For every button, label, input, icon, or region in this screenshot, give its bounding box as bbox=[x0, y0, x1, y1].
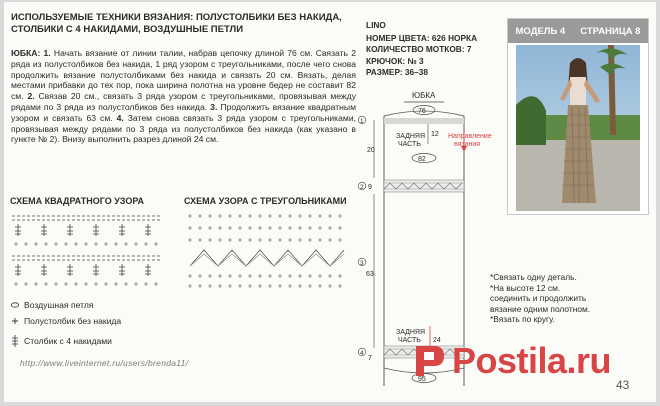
yarn-specs bbox=[366, 20, 506, 78]
hem-measure: 95 bbox=[418, 376, 426, 383]
schematic-skirt-label: ЮБКА bbox=[412, 91, 436, 100]
triangle-pattern-chart bbox=[184, 210, 360, 292]
square-pattern-title: СХЕМА КВАДРАТНОГО УЗОРА bbox=[10, 196, 145, 206]
four-yo-stitch-icon bbox=[10, 334, 20, 348]
chain-stitch-icon bbox=[10, 301, 20, 309]
waist-band bbox=[384, 118, 464, 124]
source-url[interactable]: http://www.liveinternet.ru/users/brenda11/ bbox=[20, 358, 189, 368]
skirt-label: ЮБКА: bbox=[11, 48, 44, 58]
model-photo-frame bbox=[507, 18, 649, 215]
heading-line-2: СТОЛБИКИ С 4 НАКИДАМИ, ВОЗДУШНЫЕ ПЕТЛИ bbox=[11, 24, 244, 35]
svg-text:3: 3 bbox=[360, 260, 364, 267]
step-4-number: 4. bbox=[116, 112, 124, 123]
step-2-number: 2. bbox=[27, 91, 35, 102]
legend-treble-4 bbox=[10, 334, 112, 348]
legend-tr4-label: Столбик с 4 накидами bbox=[24, 336, 112, 346]
step-3-number: 3. bbox=[210, 101, 218, 112]
svg-text:1: 1 bbox=[360, 118, 364, 125]
direction-label-2: вязания bbox=[454, 141, 481, 148]
legend-chain bbox=[10, 300, 94, 310]
legend-sc-label: Полустолбик без накида bbox=[24, 316, 122, 326]
model-photo bbox=[516, 45, 640, 211]
upper-back-label-2: ЧАСТЬ bbox=[398, 141, 421, 148]
skein-count: КОЛИЧЕСТВО МОТКОВ: 7 bbox=[366, 44, 472, 55]
triangle-band-upper bbox=[384, 180, 464, 192]
hip-measure: 82 bbox=[418, 156, 426, 163]
step-1-number: 1. bbox=[43, 48, 51, 58]
direction-label: Направление bbox=[448, 133, 492, 140]
garment-size: РАЗМЕР: 36–38 bbox=[366, 66, 429, 77]
triangle-pattern-title: СХЕМА УЗОРА С ТРЕУГОЛЬНИКАМИ bbox=[184, 196, 347, 206]
note-2: *На высоте 12 см. bbox=[490, 282, 561, 293]
square-pattern-chart bbox=[10, 210, 166, 290]
legend-chain-label: Воздушная петля bbox=[24, 300, 94, 310]
dim-63: 63 bbox=[366, 271, 374, 278]
heading-line-1: ИСПОЛЬЗУЕМЫЕ ТЕХНИКИ ВЯЗАНИЯ: ПОЛУСТОЛБИКИ БЕЗ НАКИДА, bbox=[11, 12, 342, 23]
dim-7: 7 bbox=[368, 355, 372, 362]
model-label: МОДЕЛЬ 4 bbox=[515, 25, 566, 37]
note-4: вязание одним полотном. bbox=[490, 303, 591, 314]
assembly-notes bbox=[490, 272, 650, 325]
waist-measure: 76 bbox=[418, 108, 426, 115]
yarn-name: LINO bbox=[366, 20, 386, 30]
svg-text:4: 4 bbox=[360, 350, 364, 357]
magazine-page bbox=[4, 2, 656, 402]
note-5: *Вязать по кругу. bbox=[490, 314, 555, 325]
page-reference: СТРАНИЦА 8 bbox=[580, 25, 641, 37]
note-3: соединить и продолжить bbox=[490, 293, 587, 304]
dim-20: 20 bbox=[367, 147, 375, 154]
svg-text:2: 2 bbox=[360, 184, 364, 191]
page-number: 43 bbox=[616, 378, 630, 392]
step-3-text: Продолжить вязание квадратным узором и связать 63 см. bbox=[11, 101, 356, 123]
step-1-text: Начать вязание от линии талии, набрав цепочку длиной 76 см. Связать 2 ряда из полустолбиков без накида, 1 ряд узором с треугольниками, после чего снова продолжить вязание полустолбиками без накида и связать 20 см. Вязать, делая местами прибавки до тех пор, пока ширина полотна на уровне бедер не составит 82 см. bbox=[11, 48, 356, 102]
upper-slit-measure: 12 bbox=[431, 131, 439, 138]
upper-back-label: ЗАДНЯЯ bbox=[396, 133, 426, 140]
lower-back-label-2: ЧАСТЬ bbox=[398, 337, 421, 344]
instructions-text bbox=[11, 48, 356, 145]
note-1: *Связать одну деталь. bbox=[490, 272, 577, 282]
hook-size: КРЮЧОК: № 3 bbox=[366, 55, 424, 66]
photo-header bbox=[508, 19, 648, 43]
lower-back-label: ЗАДНЯЯ bbox=[396, 329, 426, 336]
step-2-text: Связав 20 см., связать 3 ряда узором с треугольниками, провязывая между рядами по 3 ряда из полустолбиков без накида. bbox=[11, 91, 356, 112]
watermark-logo-icon bbox=[408, 342, 448, 380]
page-heading bbox=[11, 12, 356, 36]
slit-measure: 24 bbox=[433, 337, 441, 344]
legend-single-crochet bbox=[10, 316, 121, 326]
step-4-text: Затем снова связать 3 ряда узором с треугольниками, провязывая между рядами по 3 ряда из полустолбиков без накида (как указано в гункте № 2). Внизу выполнить разрез длиной 24 см. bbox=[11, 112, 357, 145]
single-crochet-icon bbox=[10, 316, 20, 326]
yarn-color: НОМЕР ЦВЕТА: 626 НОРКА bbox=[366, 33, 478, 44]
watermark-text: Postila.ru bbox=[452, 340, 612, 381]
dim-9: 9 bbox=[368, 184, 372, 191]
